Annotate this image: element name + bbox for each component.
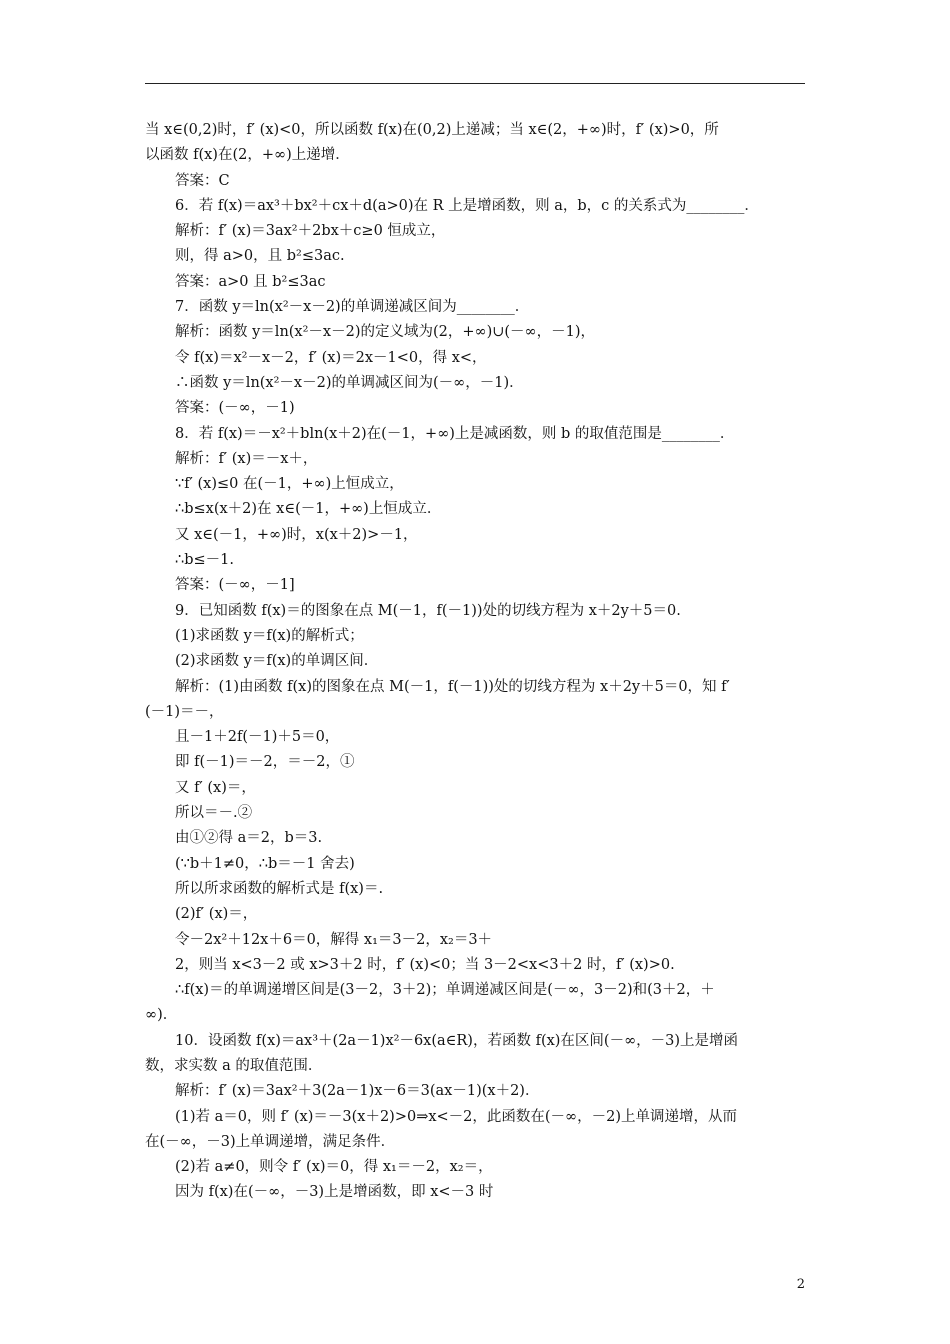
text-line: 又 f′ (x)＝，	[175, 779, 256, 796]
text-line: (1)若 a＝0，则 f′ (x)＝－3(x＋2)>0⇒x<－2，此函数在(－∞，－2)上单调递增，从而	[175, 1108, 738, 1125]
text-line: ∴f(x)＝的单调递增区间是(3－2，3＋2)；单调递减区间是(－∞，3－2)和(3＋2，＋	[175, 982, 715, 999]
header-rule	[145, 83, 805, 84]
text-line: (∵b＋1≠0，∴b＝－1 舍去)	[175, 855, 355, 872]
page-number: 2	[796, 1277, 805, 1292]
text-line: 令 f(x)＝x²－x－2，f′ (x)＝2x－1<0，得 x<，	[175, 349, 487, 366]
document-body	[145, 118, 807, 1206]
text-line: 即 f(－1)＝－2，＝－2，①	[175, 754, 355, 771]
text-line: 又 x∈(－1，+∞)时，x(x＋2)>－1，	[175, 526, 418, 543]
text-line: ∴b≤－1.	[175, 552, 234, 569]
text-line: 以函数 f(x)在(2，+∞)上递增．	[145, 147, 350, 164]
text-line: 解析：函数 y＝ln(x²－x－2)的定义域为(2，+∞)∪(－∞，－1)，	[175, 324, 596, 341]
text-line: 2，则当 x<3－2 或 x>3＋2 时，f′ (x)<0；当 3－2<x<3＋2 时，f′ (x)>0.	[175, 956, 675, 973]
text-line: 解析：f′ (x)＝－x＋，	[175, 450, 318, 467]
text-line: (2)f′ (x)＝，	[175, 906, 258, 923]
text-line: 答案：C	[175, 172, 230, 189]
text-line: (2)若 a≠0，则令 f′ (x)＝0，得 x₁＝－2，x₂＝，	[175, 1159, 493, 1176]
text-line: 因为 f(x)在(－∞，－3)上是增函数，即 x<－3 时	[175, 1184, 494, 1201]
text-line: 解析：f′ (x)＝3ax²＋2bx＋c≥0 恒成立，	[175, 223, 446, 240]
text-line: 9．已知函数 f(x)＝的图象在点 M(－1，f(－1))处的切线方程为 x＋2y＋5＝0.	[175, 602, 681, 619]
text-line: 解析：(1)由函数 f(x)的图象在点 M(－1，f(－1))处的切线方程为 x＋2y＋5＝0，知 f′	[175, 678, 730, 695]
text-line: ∵f′ (x)≤0 在(－1，+∞)上恒成立，	[175, 476, 404, 493]
text-line: 令－2x²＋12x＋6＝0，解得 x₁＝3－2，x₂＝3＋	[175, 931, 493, 948]
text-line: (1)求函数 y＝f(x)的解析式；	[175, 627, 364, 644]
text-line: 10．设函数 f(x)＝ax³＋(2a－1)x²－6x(a∈R)，若函数 f(x)在区间(－∞，－3)上是增函	[175, 1032, 739, 1049]
text-line: 由①②得 a＝2，b＝3.	[175, 830, 323, 847]
text-line: 答案：(－∞，－1)	[175, 400, 295, 417]
text-line: 答案：(－∞，－1]	[175, 577, 295, 594]
text-line: 答案：a>0 且 b²≤3ac	[175, 273, 326, 290]
text-line: ∴b≤x(x＋2)在 x∈(－1，+∞)上恒成立．	[175, 501, 442, 518]
text-line: (2)求函数 y＝f(x)的单调区间．	[175, 653, 379, 670]
text-line: 6．若 f(x)＝ax³＋bx²＋cx＋d(a>0)在 R 上是增函数，则 a，b，c 的关系式为________．	[175, 197, 759, 214]
text-line: 8．若 f(x)＝－x²＋bln(x＋2)在(－1，+∞)上是减函数，则 b 的取值范围是________．	[175, 425, 735, 442]
text-line: 数，求实数 a 的取值范围．	[145, 1057, 323, 1074]
text-line: 所以＝－.②	[175, 805, 253, 822]
text-line: 7．函数 y＝ln(x²－x－2)的单调递减区间为________．	[175, 299, 530, 316]
text-line: 当 x∈(0,2)时，f′ (x)<0，所以函数 f(x)在(0,2)上递减；当 x∈(2，+∞)时，f′ (x)>0，所	[145, 122, 719, 138]
text-line: (－1)＝－，	[145, 703, 224, 720]
text-line: 解析：f′ (x)＝3ax²＋3(2a－1)x－6＝3(ax－1)(x＋2)．	[175, 1083, 540, 1100]
text-line: 且－1＋2f(－1)＋5＝0，	[175, 729, 340, 746]
text-line: 在(－∞，－3)上单调递增，满足条件．	[145, 1133, 396, 1150]
text-line: ∞)．	[145, 1007, 178, 1024]
text-line: 所以所求函数的解析式是 f(x)＝.	[175, 880, 384, 897]
text-line: 则，得 a>0，且 b²≤3ac.	[175, 248, 345, 265]
text-line: ∴函数 y＝ln(x²－x－2)的单调减区间为(－∞，－1)．	[175, 374, 524, 391]
